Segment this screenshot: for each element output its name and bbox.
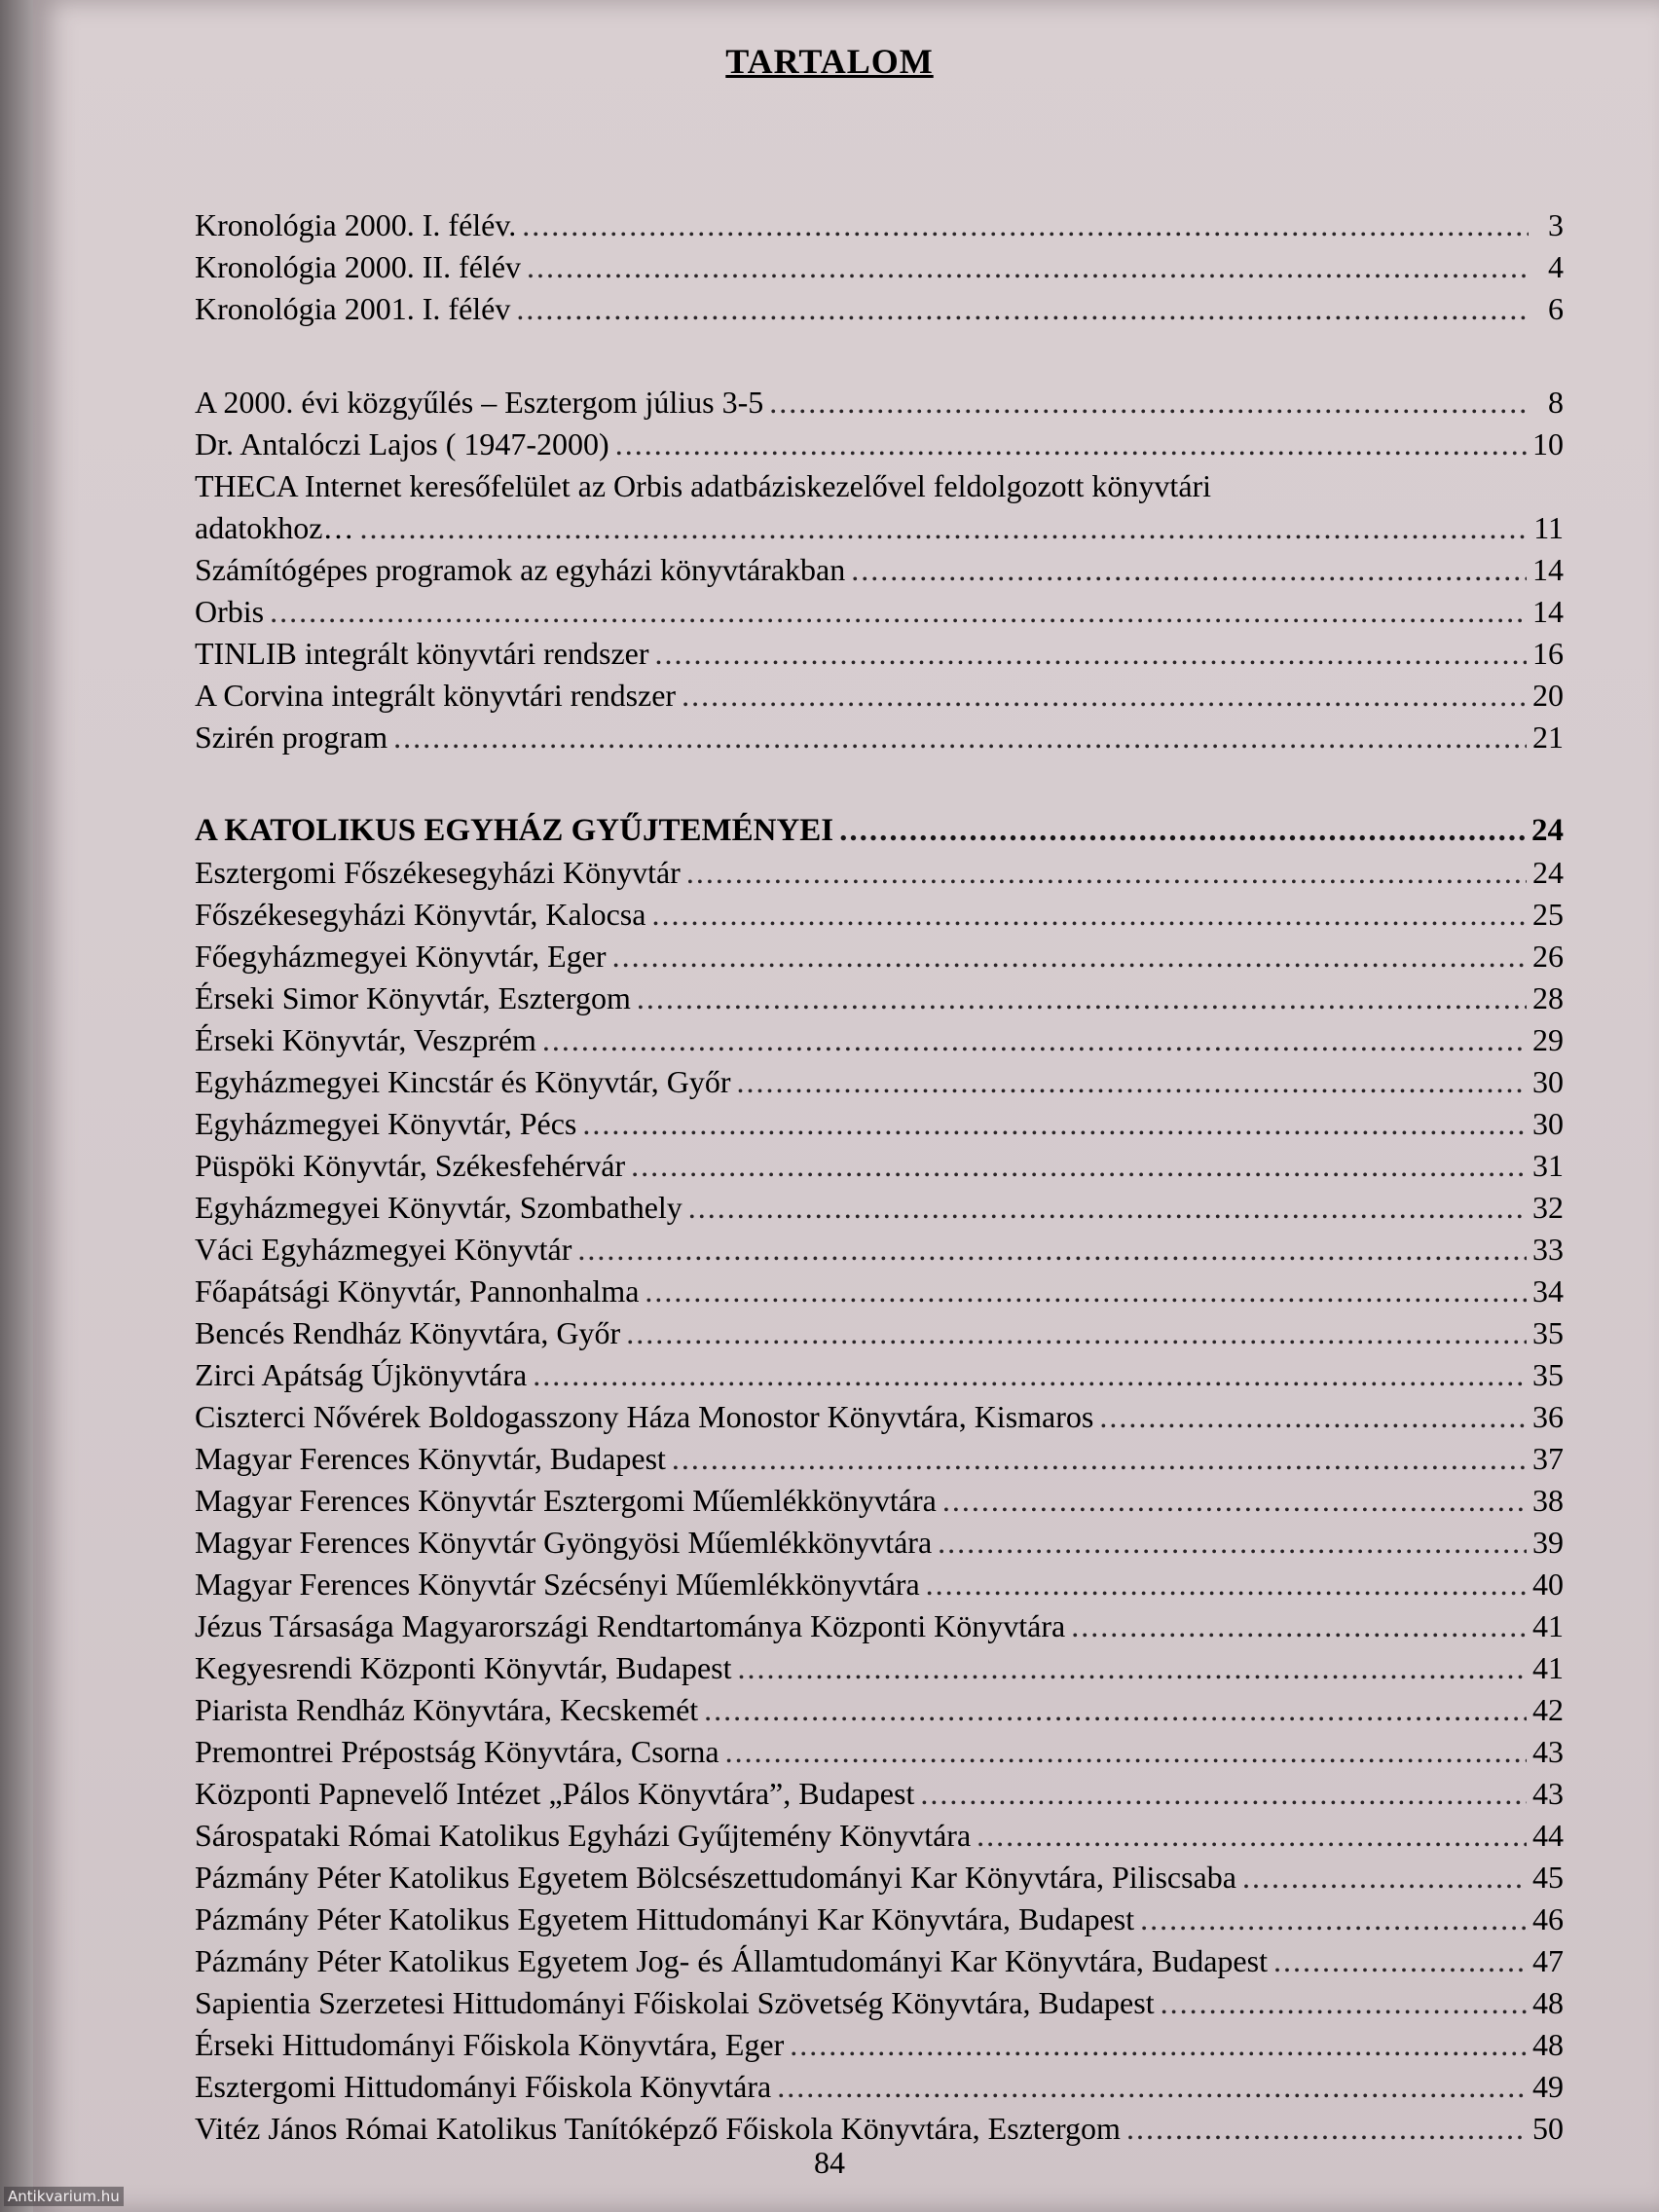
toc-page-number: 37 <box>1532 1441 1564 1476</box>
toc-entry <box>195 549 1564 591</box>
dot-leader <box>582 1103 1527 1145</box>
dot-leader <box>942 1480 1527 1522</box>
dot-leader <box>1071 1605 1527 1647</box>
toc-entry <box>195 507 1564 549</box>
dot-leader <box>542 1019 1527 1061</box>
dot-leader <box>1099 1396 1527 1438</box>
toc-entry-title: Kronológia 2000. II. félév <box>195 249 522 284</box>
toc-page-number: 25 <box>1532 897 1564 932</box>
toc-entry-title: Vitéz János Római Katolikus Tanítóképző Főiskola Könyvtára, Esztergom <box>195 2111 1121 2146</box>
toc-entry-title: Pázmány Péter Katolikus Egyetem Hittudományi Kar Könyvtára, Budapest <box>195 1901 1135 1936</box>
dot-leader <box>1273 1940 1527 1982</box>
toc-page-number: 24 <box>1531 813 1564 848</box>
dot-leader <box>615 424 1527 465</box>
toc-entry-title: Magyar Ferences Könyvtár Gyöngyösi Műemlékkönyvtára <box>195 1525 933 1560</box>
toc-entry <box>195 246 1564 288</box>
toc-entry-title: Bencés Rendház Könyvtára, Győr <box>195 1315 621 1350</box>
toc-entry-title: Számítógépes programok az egyházi könyvtárakban <box>195 552 846 587</box>
section-spacer <box>195 330 1564 382</box>
toc-entry-title: Kronológia 2000. I. félév. <box>195 207 517 242</box>
toc-entry <box>195 1271 1564 1312</box>
toc-page-number: 33 <box>1532 1232 1564 1267</box>
toc-entry-title: TINLIB integrált könyvtári rendszer <box>195 636 649 671</box>
section-spacer <box>195 758 1564 810</box>
toc-entry <box>195 1815 1564 1857</box>
toc-entry <box>195 288 1564 330</box>
toc-page-number: 41 <box>1532 1608 1564 1643</box>
toc-page-number: 45 <box>1532 1860 1564 1895</box>
toc-entry-title: Sárospataki Római Katolikus Egyházi Gyűjtemény Könyvtára <box>195 1818 972 1853</box>
dot-leader <box>527 246 1529 288</box>
dot-leader <box>682 675 1527 717</box>
dot-leader <box>1161 1982 1527 2024</box>
toc-entry-title: Magyar Ferences Könyvtár, Budapest <box>195 1441 666 1476</box>
toc-entry <box>195 1061 1564 1103</box>
toc-entry-title: Piarista Rendház Könyvtára, Kecskemét <box>195 1692 699 1727</box>
toc-entry <box>195 675 1564 717</box>
toc-page-number: 48 <box>1532 1985 1564 2020</box>
toc-entry-title: Főapátsági Könyvtár, Pannonhalma <box>195 1273 640 1309</box>
toc-page-number: 24 <box>1532 855 1564 890</box>
toc-entry <box>195 1982 1564 2024</box>
toc-page-number: 4 <box>1548 249 1564 284</box>
dot-leader <box>651 894 1527 936</box>
toc-entry <box>195 2108 1564 2150</box>
toc-page-number: 48 <box>1532 2027 1564 2062</box>
toc-page-number: 47 <box>1532 1943 1564 1978</box>
toc-page-number: 6 <box>1548 291 1564 326</box>
dot-leader <box>393 717 1527 758</box>
toc-entry <box>195 977 1564 1019</box>
toc-page-number: 43 <box>1532 1734 1564 1769</box>
toc-page-number: 36 <box>1532 1399 1564 1434</box>
toc-entry <box>195 633 1564 675</box>
toc-entry <box>195 424 1564 465</box>
dot-leader <box>637 977 1527 1019</box>
toc-entry-title: Szirén program <box>195 719 388 755</box>
toc-entry-title: Kronológia 2001. I. félév <box>195 291 511 326</box>
toc-entry-title: Központi Papnevelő Intézet „Pálos Könyvtára”, Budapest <box>195 1776 915 1811</box>
dot-leader <box>851 549 1527 591</box>
toc-entry-title: Főegyházmegyei Könyvtár, Eger <box>195 939 607 974</box>
toc-entry-title: A Corvina integrált könyvtári rendszer <box>195 678 677 713</box>
toc-entry-title: Magyar Ferences Könyvtár Szécsényi Műemlékkönyvtára <box>195 1567 920 1602</box>
toc-page-number: 30 <box>1532 1064 1564 1099</box>
toc-entry <box>195 1857 1564 1899</box>
dot-leader <box>737 1647 1527 1689</box>
toc-entry-title: Dr. Antalóczi Lajos ( 1947-2000) <box>195 426 609 461</box>
toc-page-number: 34 <box>1532 1273 1564 1309</box>
toc-page-number: 49 <box>1532 2069 1564 2104</box>
toc-entry <box>195 1354 1564 1396</box>
toc-entry-title: Pázmány Péter Katolikus Egyetem Jog- és Államtudományi Kar Könyvtára, Budapest <box>195 1943 1268 1978</box>
toc-page-number: 40 <box>1532 1567 1564 1602</box>
toc-page-number: 32 <box>1532 1190 1564 1225</box>
toc-entry-title: THECA Internet keresőfelület az Orbis adatbáziskezelővel feldolgozott könyvtári <box>195 468 1212 503</box>
toc-entry <box>195 1480 1564 1522</box>
dot-leader <box>645 1271 1527 1312</box>
toc-page-number: 46 <box>1532 1901 1564 1936</box>
dot-leader <box>725 1731 1527 1773</box>
toc-page-number: 28 <box>1532 980 1564 1015</box>
toc-entry <box>195 204 1564 246</box>
book-spine-shadow <box>0 0 33 2212</box>
dot-leader <box>270 591 1527 633</box>
toc-entry-title: Esztergomi Főszékesegyházi Könyvtár <box>195 855 681 890</box>
toc-page-number: 44 <box>1532 1818 1564 1853</box>
toc-page-number: 42 <box>1532 1692 1564 1727</box>
dot-leader <box>672 1438 1527 1480</box>
toc-entry-title: Zirci Apátság Újkönyvtára <box>195 1357 528 1392</box>
watermark: Antikvarium.hu <box>4 2187 124 2206</box>
toc-page-number: 35 <box>1532 1315 1564 1350</box>
dot-leader <box>688 1187 1527 1229</box>
toc-entry <box>195 1019 1564 1061</box>
toc-entry <box>195 1564 1564 1605</box>
toc-entry <box>195 1647 1564 1689</box>
dot-leader <box>790 2024 1527 2066</box>
dot-leader <box>631 1145 1527 1187</box>
toc-entry <box>195 1438 1564 1480</box>
toc-entry-title: A 2000. évi közgyűlés – Esztergom július 3-5 <box>195 385 764 420</box>
dot-leader <box>360 507 1529 549</box>
dot-leader <box>686 852 1527 894</box>
toc-entry-title: Ciszterci Nővérek Boldogasszony Háza Monostor Könyvtára, Kismaros <box>195 1399 1094 1434</box>
toc-entry-title: Érseki Simor Könyvtár, Esztergom <box>195 980 631 1015</box>
toc-entry <box>195 1103 1564 1145</box>
toc-entry <box>195 894 1564 936</box>
toc-page-number: 11 <box>1533 510 1564 545</box>
toc-entry <box>195 1899 1564 1940</box>
toc-page-number: 35 <box>1532 1357 1564 1392</box>
dot-leader <box>655 633 1528 675</box>
dot-leader <box>577 1229 1527 1271</box>
toc-entry <box>195 852 1564 894</box>
toc-entry <box>195 936 1564 977</box>
toc-entry <box>195 465 1564 507</box>
toc-entry <box>195 1312 1564 1354</box>
toc-section-heading <box>195 810 1564 852</box>
toc-entry-title: Magyar Ferences Könyvtár Esztergomi Műemlékkönyvtára <box>195 1483 937 1518</box>
page-title: TARTALOM <box>725 42 934 81</box>
dot-leader <box>920 1773 1527 1815</box>
toc-page-number: 41 <box>1532 1650 1564 1685</box>
toc-entry-title: Egyházmegyei Könyvtár, Pécs <box>195 1106 577 1141</box>
dot-leader <box>926 1564 1527 1605</box>
page-number: 84 <box>814 2145 845 2180</box>
toc-page-number: 50 <box>1532 2111 1564 2146</box>
toc-entry-title: Premontrei Prépostság Könyvtára, Csorna <box>195 1734 719 1769</box>
toc-entry <box>195 1731 1564 1773</box>
dot-leader <box>612 936 1527 977</box>
dot-leader <box>737 1061 1527 1103</box>
dot-leader <box>533 1354 1527 1396</box>
toc-page-number: 43 <box>1532 1776 1564 1811</box>
toc-entry-title: Érseki Könyvtár, Veszprém <box>195 1022 536 1057</box>
dot-leader <box>1242 1857 1527 1899</box>
toc-entry-title: Egyházmegyei Könyvtár, Szombathely <box>195 1190 682 1225</box>
toc-entry-title: A KATOLIKUS EGYHÁZ GYŰJTEMÉNYEI <box>195 813 834 848</box>
toc-entry-title: Püspöki Könyvtár, Székesfehérvár <box>195 1148 626 1183</box>
toc-entry-title: Egyházmegyei Kincstár és Könyvtár, Győr <box>195 1064 731 1099</box>
dot-leader <box>704 1689 1527 1731</box>
toc-entry-title: Pázmány Péter Katolikus Egyetem Bölcsészettudományi Kar Könyvtára, Piliscsaba <box>195 1860 1236 1895</box>
table-of-contents <box>195 204 1564 2150</box>
toc-entry <box>195 1940 1564 1982</box>
dot-leader <box>839 810 1526 852</box>
toc-entry <box>195 2024 1564 2066</box>
toc-entry-title: Kegyesrendi Központi Könyvtár, Budapest <box>195 1650 732 1685</box>
toc-page-number: 38 <box>1532 1483 1564 1518</box>
toc-page-number: 16 <box>1532 636 1564 671</box>
dot-leader <box>977 1815 1527 1857</box>
toc-entry-title: adatokhoz… <box>195 510 354 545</box>
toc-entry <box>195 1773 1564 1815</box>
toc-entry-title: Érseki Hittudományi Főiskola Könyvtára, Eger <box>195 2027 785 2062</box>
toc-page-number: 3 <box>1548 207 1564 242</box>
toc-entry <box>195 1522 1564 1564</box>
toc-page-number: 31 <box>1532 1148 1564 1183</box>
dot-leader <box>522 204 1529 246</box>
dot-leader <box>938 1522 1527 1564</box>
toc-entry <box>195 717 1564 758</box>
toc-entry-title: Főszékesegyházi Könyvtár, Kalocsa <box>195 897 646 932</box>
toc-page-number: 8 <box>1548 385 1564 420</box>
toc-page-number: 14 <box>1532 552 1564 587</box>
toc-entry-title: Jézus Társasága Magyarországi Rendtartománya Központi Könyvtára <box>195 1608 1066 1643</box>
dot-leader <box>1140 1899 1527 1940</box>
dot-leader <box>1126 2108 1527 2150</box>
toc-entry-title: Váci Egyházmegyei Könyvtár <box>195 1232 572 1267</box>
dot-leader <box>626 1312 1527 1354</box>
toc-entry <box>195 1396 1564 1438</box>
dot-leader <box>769 382 1529 424</box>
toc-entry-title: Orbis <box>195 594 265 629</box>
toc-entry-title: Esztergomi Hittudományi Főiskola Könyvtára <box>195 2069 772 2104</box>
dot-leader <box>777 2066 1527 2108</box>
toc-page-number: 30 <box>1532 1106 1564 1141</box>
toc-page-number: 39 <box>1532 1525 1564 1560</box>
toc-page-number: 21 <box>1532 719 1564 755</box>
toc-entry <box>195 2066 1564 2108</box>
dot-leader <box>516 288 1529 330</box>
toc-entry <box>195 1187 1564 1229</box>
toc-entry <box>195 591 1564 633</box>
toc-entry-title: Sapientia Szerzetesi Hittudományi Főiskolai Szövetség Könyvtára, Budapest <box>195 1985 1155 2020</box>
toc-page-number: 20 <box>1532 678 1564 713</box>
toc-entry <box>195 382 1564 424</box>
toc-page-number: 29 <box>1532 1022 1564 1057</box>
toc-page-number: 14 <box>1532 594 1564 629</box>
toc-entry <box>195 1689 1564 1731</box>
toc-entry <box>195 1229 1564 1271</box>
toc-page-number: 10 <box>1532 426 1564 461</box>
toc-entry <box>195 1605 1564 1647</box>
toc-entry <box>195 1145 1564 1187</box>
toc-page-number: 26 <box>1532 939 1564 974</box>
